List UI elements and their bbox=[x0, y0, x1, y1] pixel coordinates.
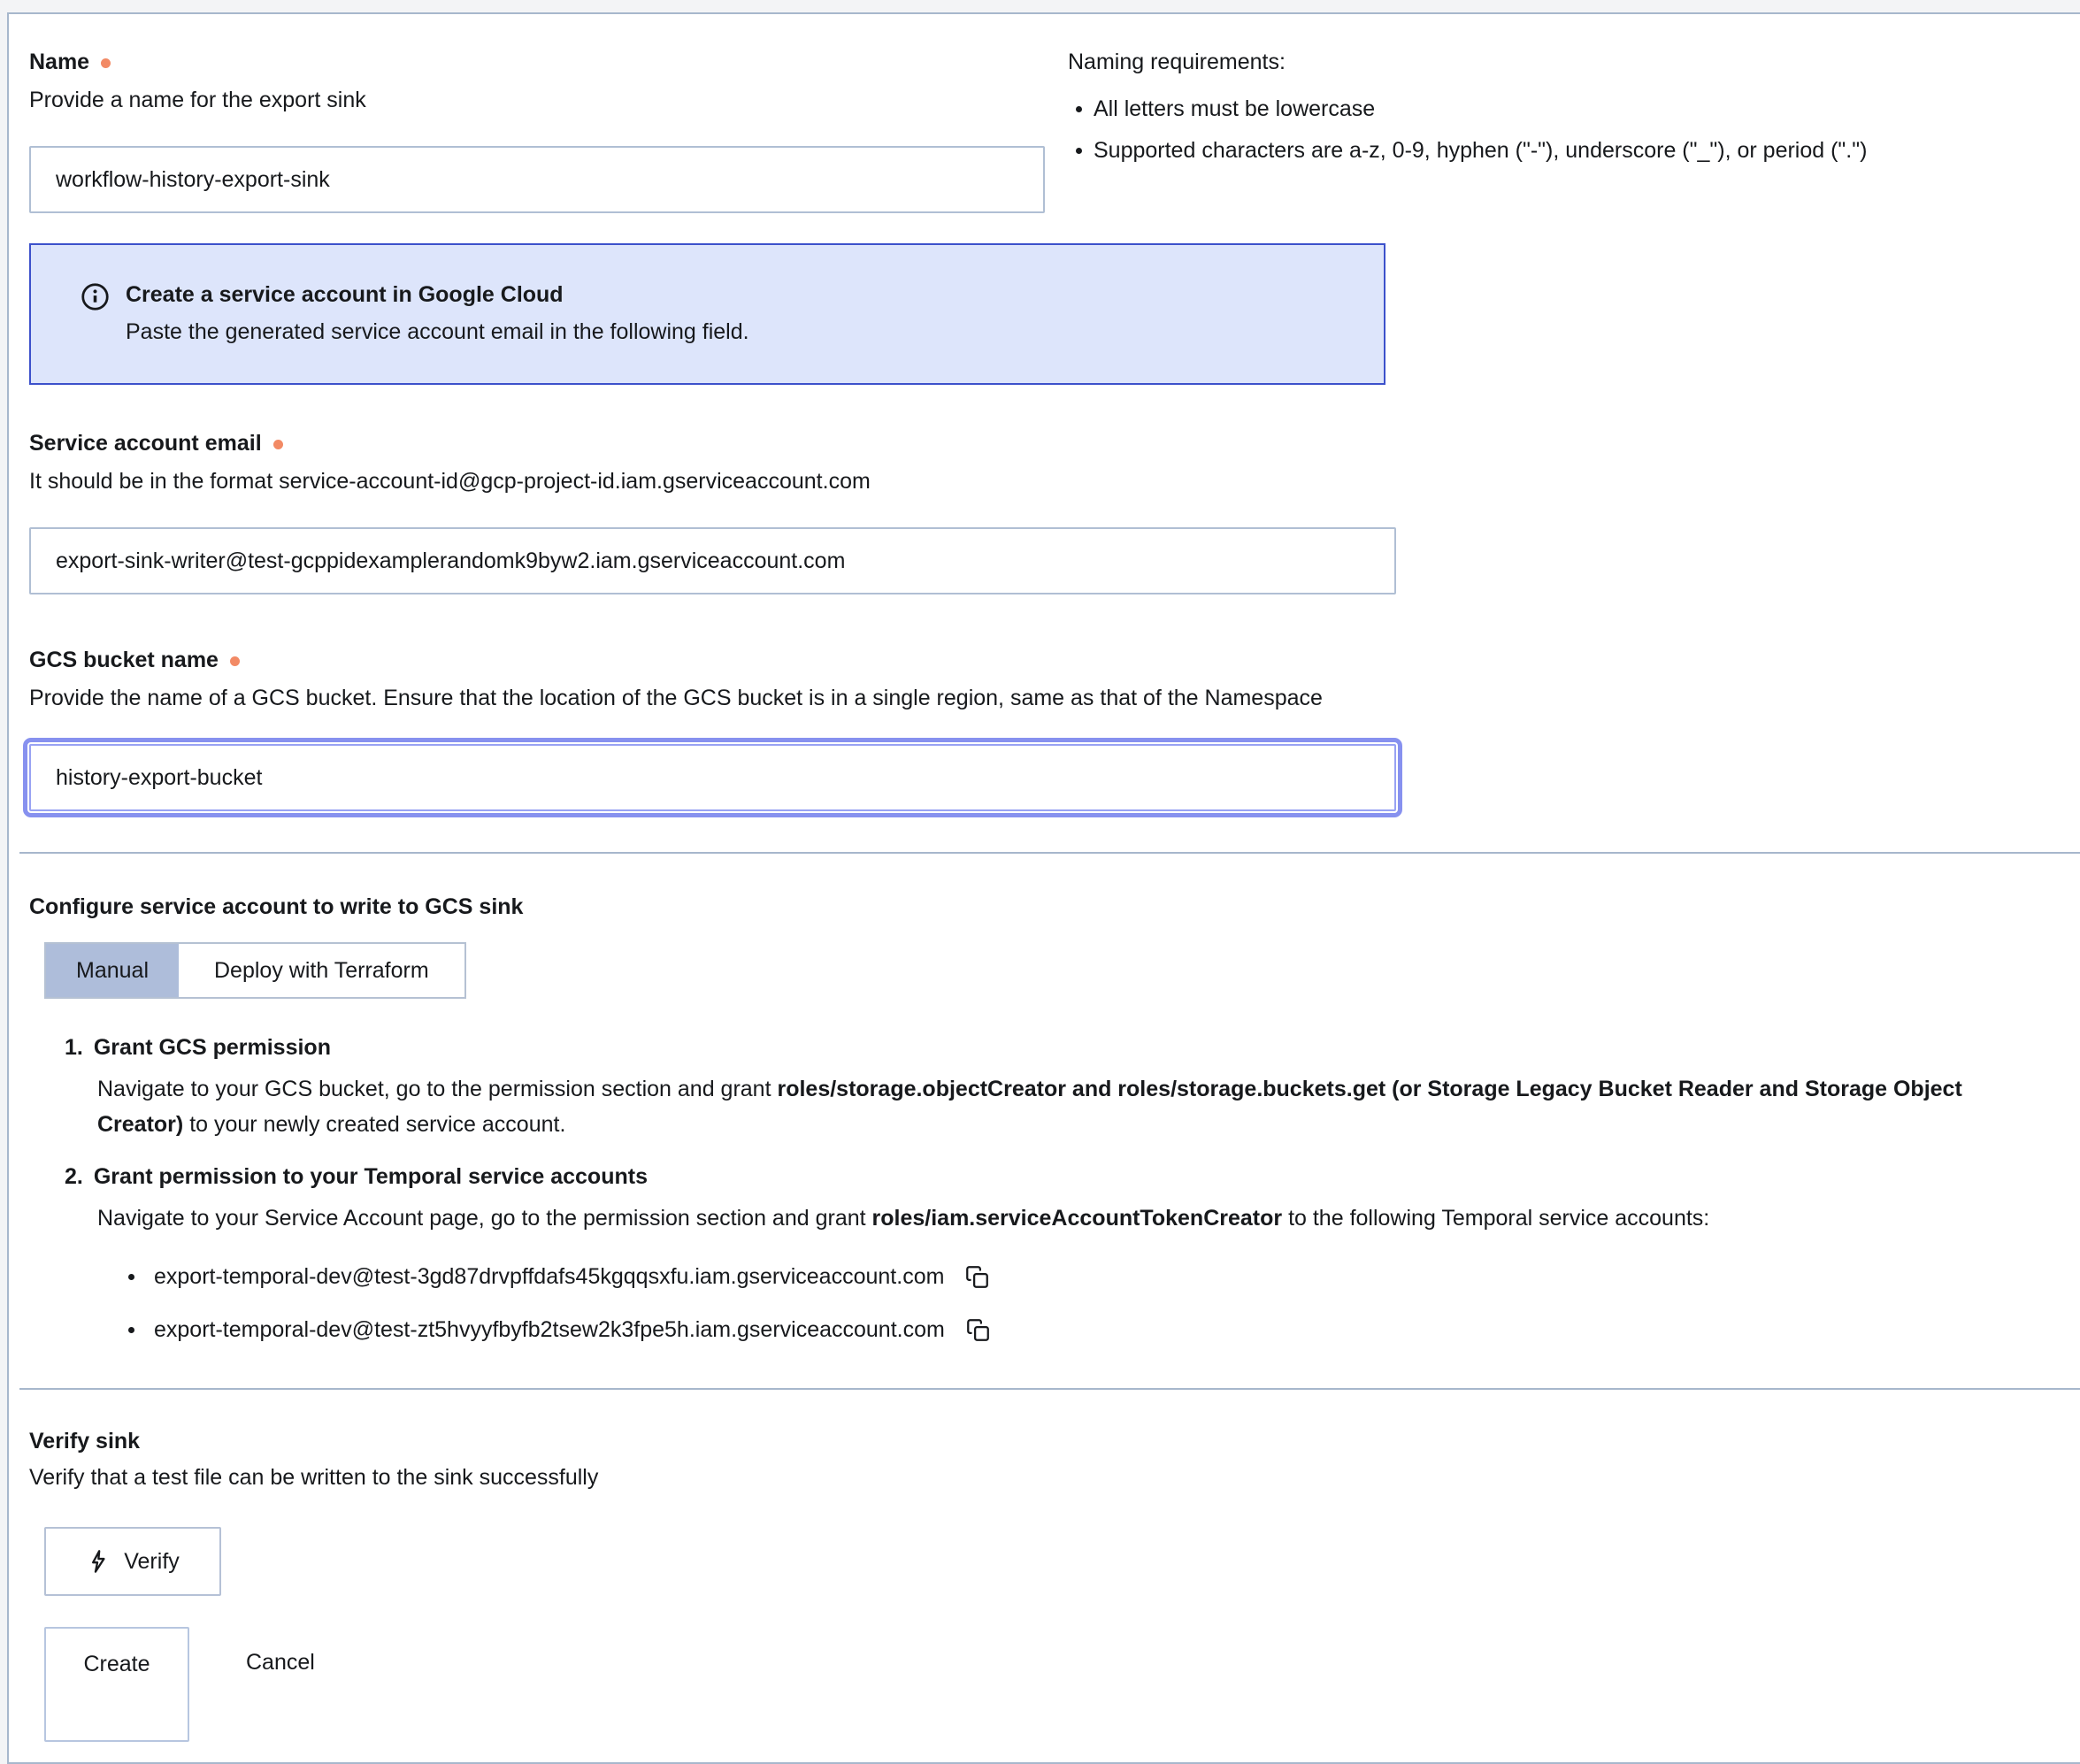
step-body: Navigate to your Service Account page, go to the permission section and grant roles/iam.serviceAccountTokenCreator to the following Temporal service accounts: bbox=[97, 1206, 1710, 1231]
info-banner-title: Create a service account in Google Cloud bbox=[126, 282, 564, 307]
configure-tabs bbox=[44, 942, 466, 999]
create-button[interactable]: Create bbox=[44, 1627, 189, 1742]
verify-button[interactable] bbox=[44, 1527, 221, 1596]
verify-sink-description: Verify that a test file can be written to the sink successfully bbox=[29, 1465, 599, 1490]
verify-sink-title: Verify sink bbox=[29, 1429, 141, 1453]
manual-steps bbox=[65, 1032, 2080, 1236]
info-icon bbox=[81, 282, 110, 311]
export-sink-form-panel bbox=[7, 12, 2080, 1764]
naming-requirement-item: All letters must be lowercase bbox=[1068, 95, 2080, 123]
step-number: 2. bbox=[65, 1164, 83, 1189]
temporal-account-email: export-temporal-dev@test-zt5hvyyfbyfb2tsew2k3fpe5h.iam.gserviceaccount.com bbox=[154, 1317, 945, 1342]
configure-section-title: Configure service account to write to GCS sink bbox=[29, 894, 524, 919]
section-divider bbox=[19, 1388, 2080, 1390]
copy-icon bbox=[965, 1265, 989, 1289]
info-banner-description: Paste the generated service account email in the following field. bbox=[126, 319, 749, 344]
step-title: Grant GCS permission bbox=[93, 1035, 331, 1060]
service-account-description: It should be in the format service-account-id@gcp-project-id.iam.gserviceaccount.com bbox=[29, 469, 871, 494]
info-banner bbox=[29, 243, 1385, 385]
step-body: Navigate to your GCS bucket, go to the permission section and grant roles/storage.objectCreator and roles/storage.buckets.get (or Storage Legacy Bucket Reader and Storage Object Creator) to your newly created service account. bbox=[97, 1077, 1962, 1137]
step-title: Grant permission to your Temporal service accounts bbox=[93, 1164, 648, 1189]
temporal-account-item bbox=[128, 1315, 2080, 1344]
bucket-description: Provide the name of a GCS bucket. Ensure that the location of the GCS bucket is in a single region, same as that of the Namespace bbox=[29, 686, 1323, 710]
required-indicator bbox=[230, 656, 240, 666]
copy-button[interactable] bbox=[965, 1265, 989, 1289]
required-indicator bbox=[273, 440, 283, 449]
lightning-icon bbox=[86, 1549, 111, 1574]
temporal-account-email: export-temporal-dev@test-3gd87drvpffdafs45kgqqsxfu.iam.gserviceaccount.com bbox=[154, 1264, 945, 1289]
name-input[interactable] bbox=[29, 146, 1045, 213]
step-grant-gcs-permission bbox=[65, 1032, 2080, 1142]
naming-requirements bbox=[1068, 48, 2080, 165]
copy-button[interactable] bbox=[966, 1318, 990, 1342]
bullet-dot bbox=[128, 1274, 134, 1280]
gcs-bucket-input[interactable] bbox=[29, 744, 1396, 811]
service-account-label: Service account email bbox=[29, 431, 262, 456]
step-grant-temporal-permission bbox=[65, 1162, 2080, 1236]
bucket-label-row bbox=[29, 646, 2080, 674]
temporal-account-item bbox=[128, 1262, 2080, 1291]
bullet-dot bbox=[128, 1327, 134, 1333]
name-field-label-row bbox=[29, 48, 1045, 76]
service-account-label-row bbox=[29, 429, 2080, 457]
step-number: 1. bbox=[65, 1035, 83, 1060]
tab-deploy-terraform[interactable]: Deploy with Terraform bbox=[179, 944, 464, 997]
bullet-dot bbox=[1076, 106, 1082, 112]
naming-requirement-item: Supported characters are a-z, 0-9, hyphen ("-"), underscore ("_"), or period (".") bbox=[1068, 136, 2080, 165]
name-field-description: Provide a name for the export sink bbox=[29, 88, 366, 112]
copy-icon bbox=[966, 1318, 990, 1342]
tab-manual[interactable]: Manual bbox=[46, 944, 179, 997]
cancel-button[interactable]: Cancel bbox=[246, 1650, 315, 1675]
naming-requirements-title: Naming requirements: bbox=[1068, 50, 1286, 74]
verify-button-label: Verify bbox=[124, 1548, 180, 1574]
temporal-accounts-list bbox=[128, 1262, 2080, 1344]
bullet-dot bbox=[1076, 148, 1082, 154]
bucket-label: GCS bucket name bbox=[29, 648, 219, 672]
section-divider bbox=[19, 852, 2080, 854]
name-field-label: Name bbox=[29, 50, 90, 74]
service-account-email-input[interactable] bbox=[29, 527, 1396, 594]
required-indicator bbox=[101, 58, 111, 68]
